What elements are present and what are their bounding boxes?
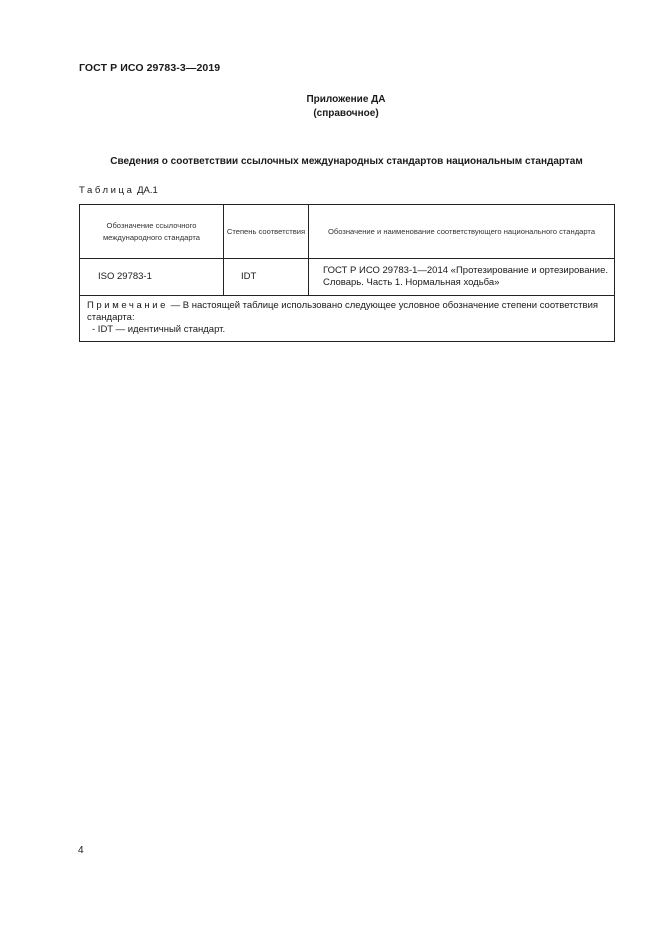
note-item: - IDT — идентичный стандарт. <box>92 324 226 335</box>
section-title: Сведения о соответствии ссылочных международных стандартов национальным стандартам <box>110 156 583 167</box>
cell-national-standard: ГОСТ Р ИСО 29783-1—2014 «Протезирование и ортезирование. Словарь. Часть 1. Нормальная ходьба» <box>309 259 615 296</box>
header-national-standard: Обозначение и наименование соответствующего национального стандарта <box>309 205 615 259</box>
standard-header: ГОСТ Р ИСО 29783-3—2019 <box>79 62 221 74</box>
cell-ref-standard: ISO 29783-1 <box>80 259 224 296</box>
table-header-row <box>80 205 615 259</box>
header-degree: Степень соответствия <box>224 205 309 259</box>
compliance-table <box>79 204 615 342</box>
note-paragraph <box>87 300 608 324</box>
header-ref-standard: Обозначение ссылочного международного стандарта <box>80 205 224 259</box>
table-row <box>80 259 615 296</box>
note-label: Примечание <box>87 300 168 311</box>
table-note <box>80 296 615 342</box>
annex-subtitle: (справочное) <box>313 108 379 119</box>
table-caption-number: ДА.1 <box>137 185 158 196</box>
page-number: 4 <box>78 845 84 856</box>
cell-degree: IDT <box>224 259 309 296</box>
annex-title: Приложение ДА <box>306 94 386 105</box>
table-caption-label: Таблица <box>79 185 135 196</box>
annex-heading <box>0 93 661 121</box>
table-note-row <box>80 296 615 342</box>
note-text: — В настоящей таблице использовано следующее условное обозначение степени соответствия стандарта: <box>87 300 599 323</box>
table-caption <box>79 185 158 196</box>
